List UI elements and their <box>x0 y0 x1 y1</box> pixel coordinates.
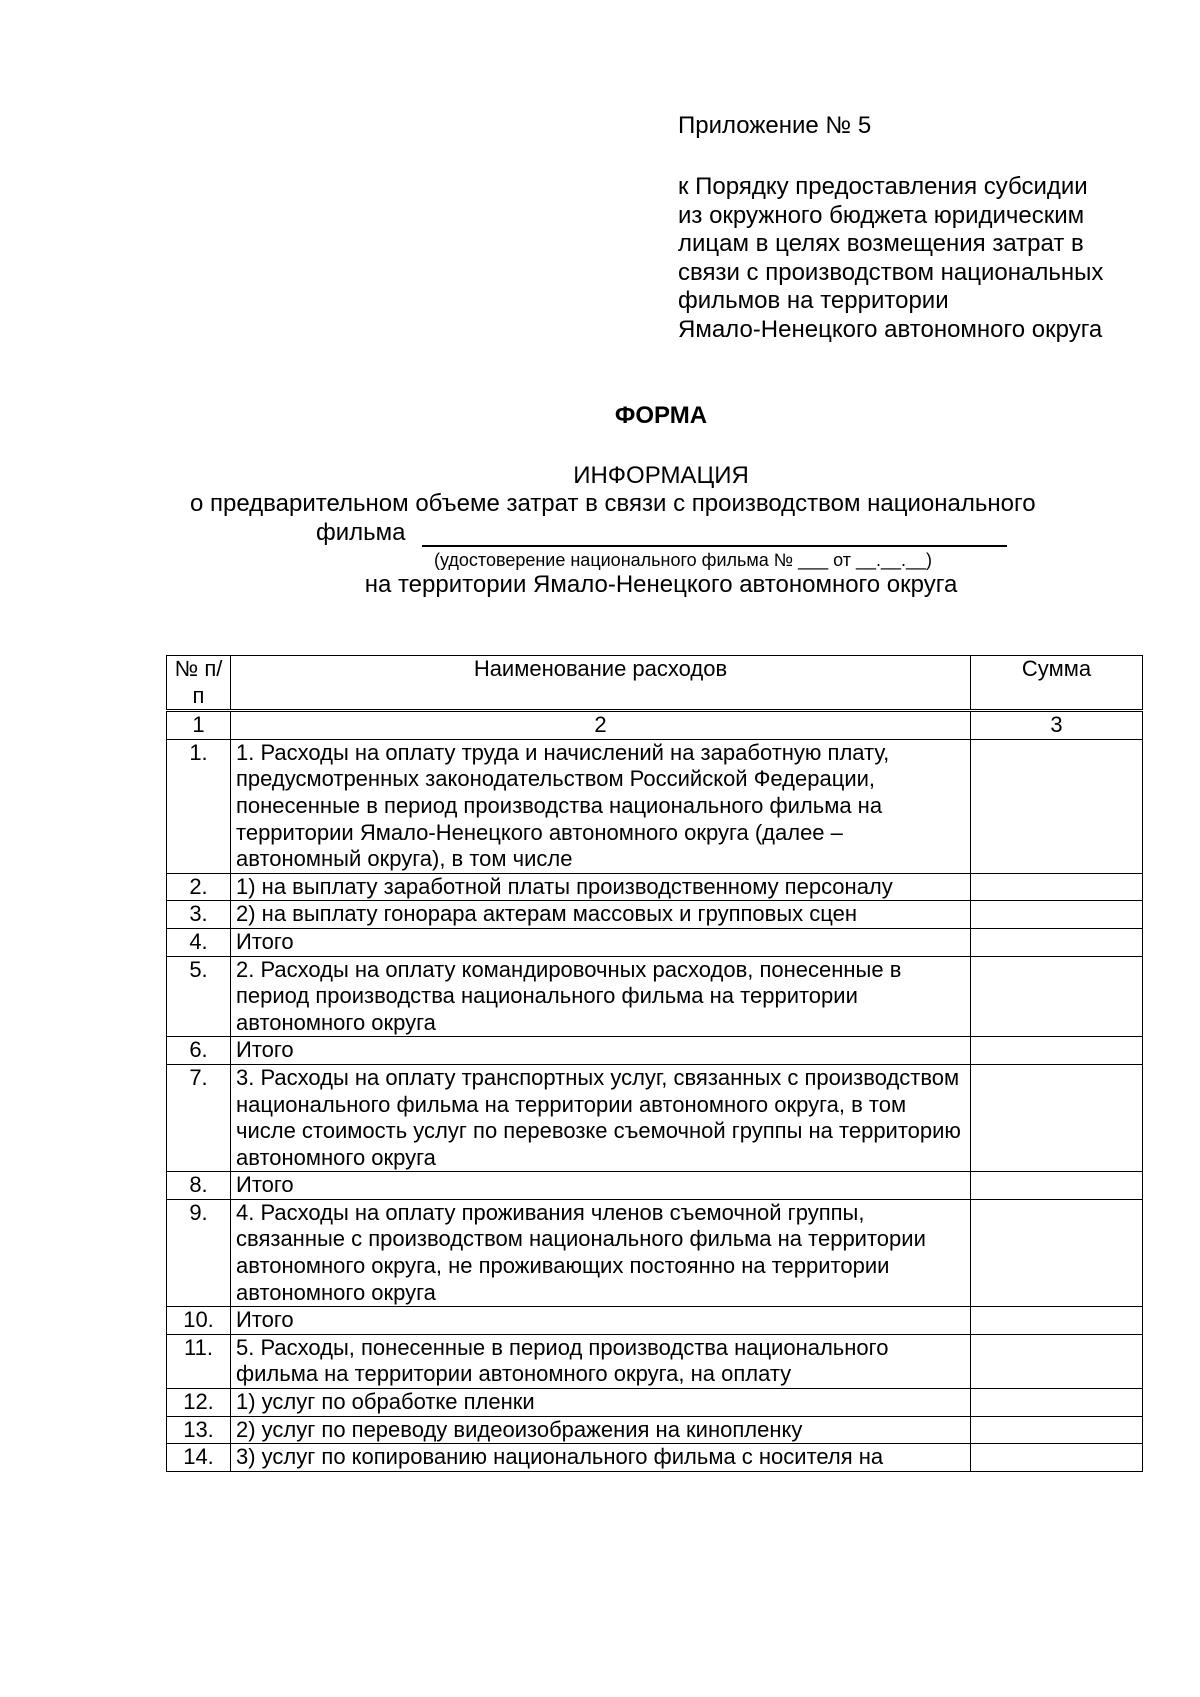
row-number: 13. <box>167 1416 231 1444</box>
film-name-blank-line <box>422 545 1007 547</box>
table-row <box>167 1037 1143 1065</box>
expense-sum-cell[interactable] <box>971 956 1143 1037</box>
table-row <box>167 901 1143 929</box>
header-sum: Сумма <box>971 656 1143 711</box>
info-title: ИНФОРМАЦИЯ <box>573 462 749 489</box>
expense-name: 4. Расходы на оплату проживания членов съемочной группы, связанные с производством национального фильма на территории автономного округа, не проживающих постоянно на территории автономного округа <box>231 1199 971 1306</box>
expense-sum-cell[interactable] <box>971 1334 1143 1388</box>
expense-sum-cell[interactable] <box>971 1416 1143 1444</box>
appendix-line: лицам в целях возмещения затрат в <box>678 230 1084 258</box>
expense-sum-cell[interactable] <box>971 1389 1143 1417</box>
row-number: 14. <box>167 1444 231 1472</box>
table-row <box>167 1172 1143 1200</box>
expense-name: 1) на выплату заработной платы производственному персоналу <box>231 873 971 901</box>
form-label: ФОРМА <box>614 402 708 429</box>
column-number-row <box>167 711 1143 740</box>
column-number: 2 <box>231 711 971 740</box>
row-number: 8. <box>167 1172 231 1200</box>
table-row <box>167 928 1143 956</box>
info-film-label: фильма <box>316 519 406 546</box>
expense-sum-cell[interactable] <box>971 873 1143 901</box>
expense-sum-cell[interactable] <box>971 1064 1143 1171</box>
appendix-text <box>678 173 1178 345</box>
table-row <box>167 1416 1143 1444</box>
row-number: 1. <box>167 739 231 873</box>
expense-name: 2. Расходы на оплату командировочных расходов, понесенные в период производства национального фильма на территории автономного округа <box>231 956 971 1037</box>
expense-sum-cell[interactable] <box>971 1199 1143 1306</box>
appendix-line: Ямало-Ненецкого автономного округа <box>678 315 1103 343</box>
expense-sum-cell[interactable] <box>971 901 1143 929</box>
expense-name: 3. Расходы на оплату транспортных услуг, связанных с производством национального фильма на территории автономного округа, в том числе стоимость услуг по перевозке съемочной группы на территорию автономного округа <box>231 1064 971 1171</box>
row-number: 6. <box>167 1037 231 1065</box>
expense-name: 2) услуг по переводу видеоизображения на кинопленку <box>231 1416 971 1444</box>
table-row <box>167 1334 1143 1388</box>
expense-name: Итого <box>231 928 971 956</box>
certificate-note: (удостоверение национального фильма № ___ от __.__.__) <box>434 550 933 570</box>
table-row <box>167 1389 1143 1417</box>
header-name: Наименование расходов <box>231 656 971 711</box>
table-header-row <box>167 656 1143 711</box>
row-number: 3. <box>167 901 231 929</box>
expense-sum-cell[interactable] <box>971 928 1143 956</box>
appendix-line: из окружного бюджета юридическим <box>678 201 1085 229</box>
column-number: 1 <box>167 711 231 740</box>
row-number: 7. <box>167 1064 231 1171</box>
table-row <box>167 1064 1143 1171</box>
expense-name: Итого <box>231 1172 971 1200</box>
info-subtitle-line: о предварительном объеме затрат в связи с производством национального <box>190 490 1036 517</box>
table-row <box>167 956 1143 1037</box>
expense-name: 5. Расходы, понесенные в период производства национального фильма на территории автономного округа, на оплату <box>231 1334 971 1388</box>
appendix-title: Приложение № 5 <box>678 112 872 139</box>
table-row <box>167 1199 1143 1306</box>
expenses-table <box>166 655 1143 1472</box>
row-number: 9. <box>167 1199 231 1306</box>
row-number: 2. <box>167 873 231 901</box>
column-number: 3 <box>971 711 1143 740</box>
expense-sum-cell[interactable] <box>971 1307 1143 1335</box>
expense-name: 1) услуг по обработке пленки <box>231 1389 971 1417</box>
expense-sum-cell[interactable] <box>971 1444 1143 1472</box>
appendix-line: связи с производством национальных <box>678 258 1104 286</box>
table-row <box>167 739 1143 873</box>
expense-sum-cell[interactable] <box>971 1172 1143 1200</box>
row-number: 12. <box>167 1389 231 1417</box>
expense-sum-cell[interactable] <box>971 739 1143 873</box>
table-row <box>167 1444 1143 1472</box>
row-number: 10. <box>167 1307 231 1335</box>
expense-name: 2) на выплату гонорара актерам массовых и групповых сцен <box>231 901 971 929</box>
table-row <box>167 873 1143 901</box>
info-territory-line: на территории Ямало-Ненецкого автономного округа <box>364 571 958 598</box>
appendix-line: фильмов на территории <box>678 287 949 315</box>
row-number: 4. <box>167 928 231 956</box>
row-number: 11. <box>167 1334 231 1388</box>
appendix-line: к Порядку предоставления субсидии <box>678 173 1088 200</box>
expense-sum-cell[interactable] <box>971 1037 1143 1065</box>
header-num: № п/п <box>167 656 231 711</box>
expense-name: 3) услуг по копированию национального фильма с носителя на <box>231 1444 971 1472</box>
expense-name: 1. Расходы на оплату труда и начислений на заработную плату, предусмотренных законодательством Российской Федерации, понесенные в период производства национального фильма на территории Ямало-Ненецкого автономного округа (далее – автономный округа), в том числе <box>231 739 971 873</box>
expense-name: Итого <box>231 1307 971 1335</box>
table-row <box>167 1307 1143 1335</box>
row-number: 5. <box>167 956 231 1037</box>
expense-name: Итого <box>231 1037 971 1065</box>
